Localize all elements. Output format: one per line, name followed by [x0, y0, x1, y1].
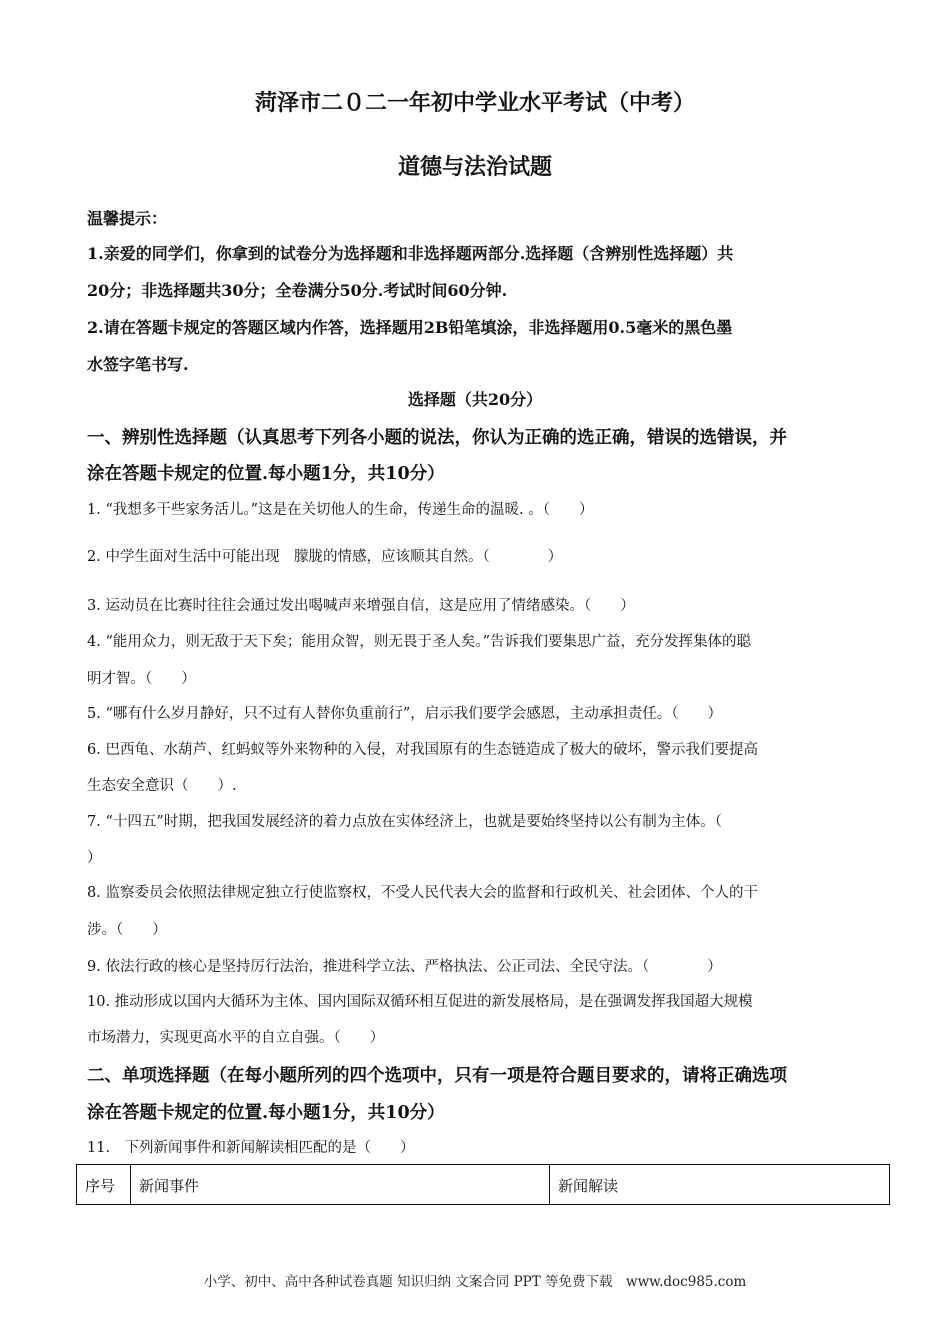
part1-heading: 一、辨别性选择题（认真思考下列各小题的说法，你认为正确的选正确，错误的选错误，并	[87, 428, 787, 448]
news-table	[76, 1164, 890, 1205]
part1-heading: 涂在答题卡规定的位置.每小题1分，共10分）	[87, 464, 445, 484]
tip-line: 1.亲爱的同学们，你拿到的试卷分为选择题和非选择题两部分.选择题（含辨别性选择题）共	[87, 244, 734, 263]
question-10: 10. 推动形成以国内大循环为主体、国内国际双循环相互促进的新发展格局，是在强调发挥我国超大规模	[87, 994, 753, 1010]
part2-heading: 涂在答题卡规定的位置.每小题1分，共10分）	[87, 1103, 445, 1123]
part2-heading: 二、单项选择题（在每小题所列的四个选项中，只有一项是符合题目要求的，请将正确选项	[87, 1066, 787, 1086]
question-7-cont: ）	[87, 850, 102, 866]
question-10-cont: 市场潜力，实现更高水平的自立自强。（ ）	[87, 1030, 385, 1046]
question-4: 4. “能用众力，则无敌于天下矣；能用众智，则无畏于圣人矣。”告诉我们要集思广益，充分发挥集体的聪	[87, 634, 752, 650]
table-header-cell: 新闻解读	[550, 1165, 890, 1205]
question-4-cont: 明才智。（ ）	[87, 671, 196, 687]
tip-line: 2.请在答题卡规定的答题区域内作答，选择题用2B铅笔填涂，非选择题用0.5毫米的黑色墨	[87, 318, 733, 337]
page-title: 菏泽市二０二一年初中学业水平考试（中考）	[254, 90, 695, 116]
question-6: 6. 巴西龟、水葫芦、红蚂蚁等外来物种的入侵，对我国原有的生态链造成了极大的破坏，警示我们要提高	[87, 742, 758, 758]
question-8-cont: 涉。（ ）	[87, 922, 167, 938]
tip-line: 水签字笔书写.	[87, 355, 189, 374]
footer-text: 小学、初中、高中各种试卷真题 知识归纳 文案合同 PPT 等免费下载 www.doc985.com	[203, 1274, 747, 1290]
question-6-cont: 生态安全意识（ ）.	[87, 778, 237, 794]
question-2: 2. 中学生面对生活中可能出现 朦胧的情感，应该顺其自然。（ ）	[87, 549, 563, 565]
question-5: 5. “哪有什么岁月静好，只不过有人替你负重前行”，启示我们要学会感恩，主动承担责任。（ ）	[87, 706, 723, 722]
tip-line: 20分；非选择题共30分；全卷满分50分.考试时间60分钟.	[87, 281, 508, 300]
table-header-row	[77, 1165, 890, 1205]
table-header-cell: 新闻事件	[131, 1165, 550, 1205]
question-11: 11. 下列新闻事件和新闻解读相匹配的是（ ）	[87, 1140, 415, 1156]
choice-section-title: 选择题（共20分）	[407, 390, 543, 409]
table-header-cell: 序号	[77, 1165, 131, 1205]
page-subtitle: 道德与法治试题	[397, 154, 552, 180]
question-8: 8. 监察委员会依照法律规定独立行使监察权，不受人民代表大会的监督和行政机关、社会团体、个人的干	[87, 885, 758, 901]
question-3: 3. 运动员在比赛时往往会通过发出喝喊声来增强自信，这是应用了情绪感染。（ ）	[87, 598, 635, 614]
question-1: 1. “我想多干些家务活儿。”这是在关切他人的生命，传递生命的温暖. 。（ ）	[87, 502, 594, 518]
tips-heading: 温馨提示：	[87, 209, 168, 228]
question-7: 7. “十四五”时期，把我国发展经济的着力点放在实体经济上，也就是要始终坚持以公有制为主体。（	[87, 814, 723, 830]
question-9: 9. 依法行政的核心是坚持厉行法治，推进科学立法、严格执法、公正司法、全民守法。（ ）	[87, 959, 722, 975]
